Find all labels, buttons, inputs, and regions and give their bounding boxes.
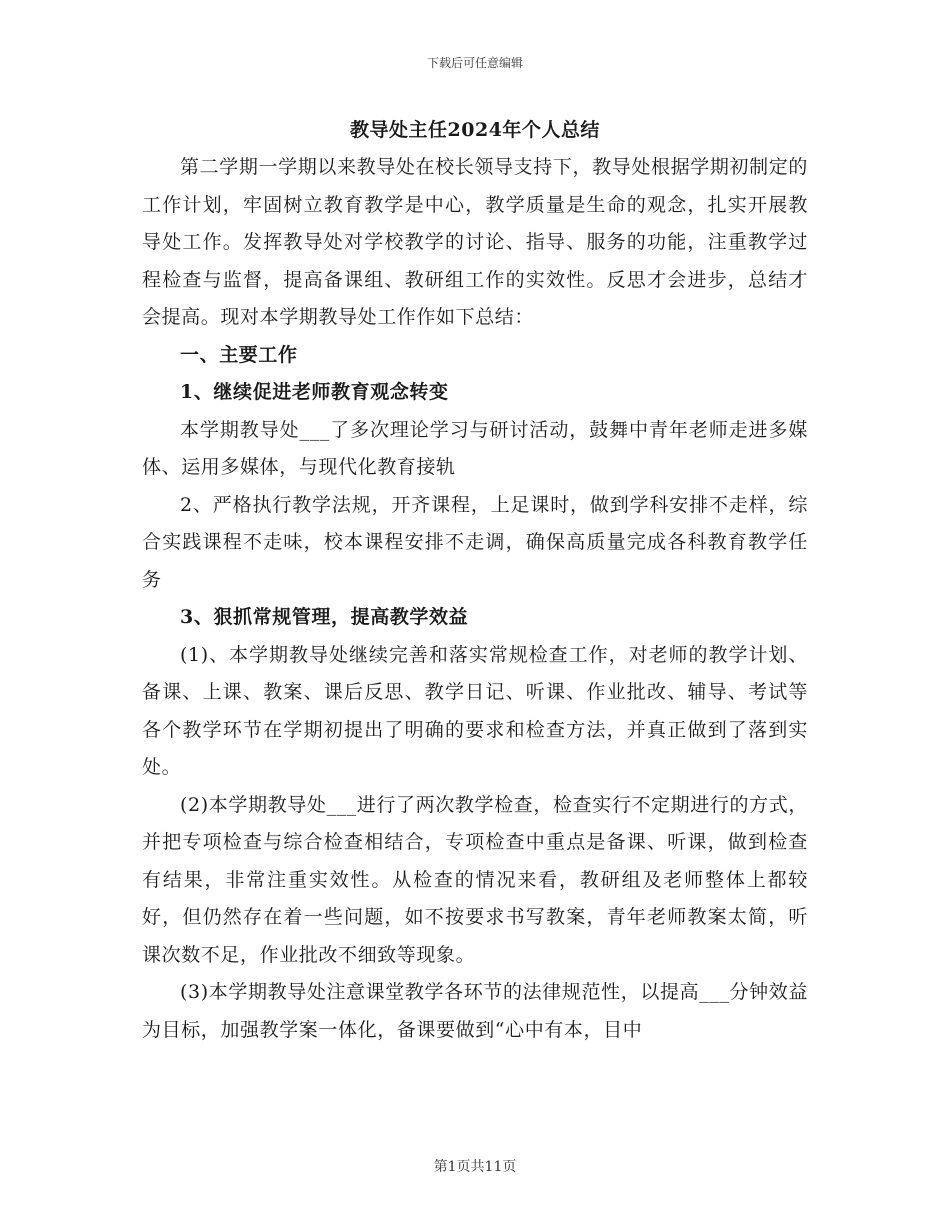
section-heading-main-work: 一、主要工作 <box>180 343 298 366</box>
paragraph-3-2: (2)本学期教导处___进行了两次教学检查，检查实行不定期进行的方式，并把专项检查与综合检查相结合，专项检查中重点是备课、听课，做到检查有结果，非常注重实效性。从检查的情况来看，教研组及老师整体上都较好，但仍然存在着一些问题，如不按要求书写教案，青年老师教案太简，听课次数不足，作业批改不细致等现象。 <box>142 793 808 966</box>
paragraph-3-1: (1)、本学期教导处继续完善和落实常规检查工作，对老师的教学计划、备课、上课、教案、课后反思、教学日记、听课、作业批改、辅导、考试等各个教学环节在学期初提出了明确的要求和检查方法，并真正做到了落到实处。 <box>142 643 808 778</box>
paragraph-intro: 第二学期一学期以来教导处在校长领导支持下，教导处根据学期初制定的工作计划，牢固树立教育教学是中心，教学质量是生命的观念，扎实开展教导处工作。发挥教导处对学校教学的讨论、指导、服务的功能，注重教学过程检查与监督，提高备课组、教研组工作的实效性。反思才会进步，总结才会提高。现对本学期教导处工作作如下总结： <box>142 156 808 328</box>
paragraph-2: 2、严格执行教学法规，开齐课程，上足课时，做到学科安排不走样，综合实践课程不走味，校本课程安排不走调，确保高质量完成各科教育教学任务 <box>142 493 808 591</box>
subsection-heading-3: 3、狠抓常规管理，提高教学效益 <box>180 606 469 628</box>
document-title: 教导处主任2024年个人总结 <box>350 119 600 141</box>
paragraph-3-3: (3)本学期教导处注意课堂教学各环节的法律规范性，以提高___分钟效益为目标，加强教学案一体化，备课要做到“心中有本，目中 <box>142 981 808 1041</box>
document-body <box>142 112 808 1049</box>
paragraph-1: 本学期教导处___了多次理论学习与研讨活动，鼓舞中青年老师走进多媒体、运用多媒体，与现代化教育接轨 <box>142 418 808 478</box>
page-footer: 第1页共11页 <box>433 1159 517 1175</box>
page-header: 下载后可任意编辑 <box>426 56 523 70</box>
subsection-heading-1: 1、继续促进老师教育观念转变 <box>180 381 449 403</box>
